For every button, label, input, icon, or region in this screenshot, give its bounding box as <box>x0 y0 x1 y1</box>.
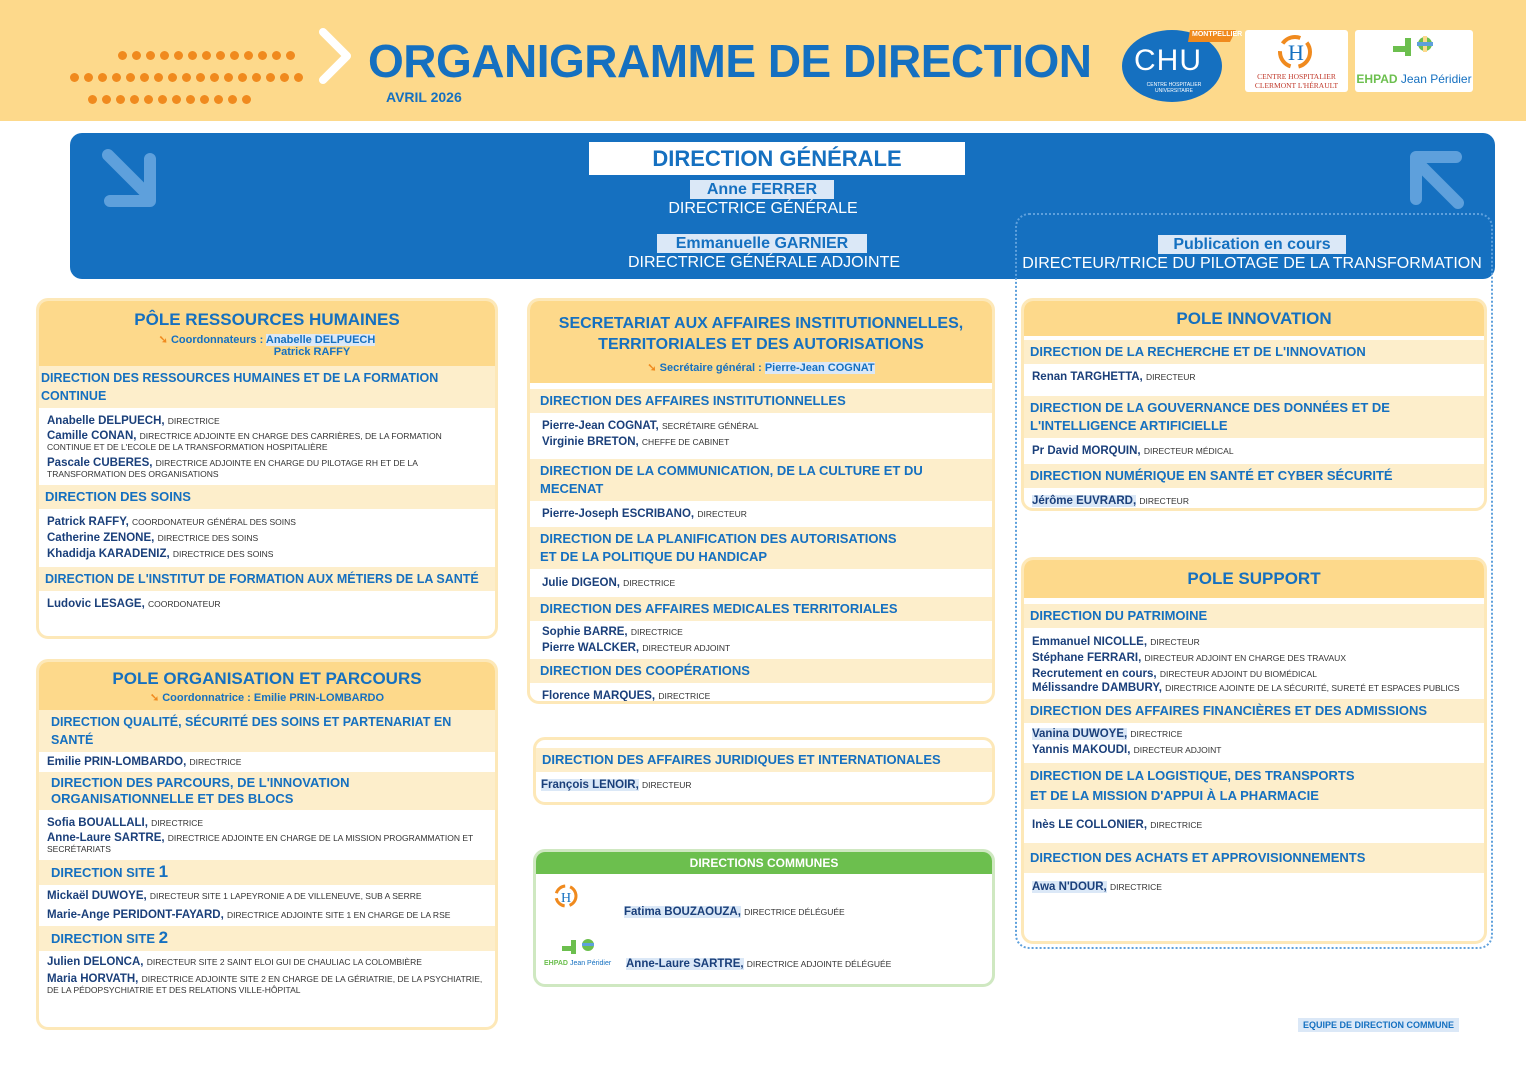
list-item <box>542 418 984 434</box>
chu-logo-top: MONTPELLIER <box>1192 31 1243 38</box>
pole-op-coord-line <box>39 691 495 704</box>
dg-p2-role: DIRECTRICE GÉNÉRALE ADJOINTE <box>627 254 901 271</box>
svg-text:H: H <box>561 891 572 906</box>
pole-innovation-panel <box>1021 298 1487 511</box>
arrow-icon: ➘ <box>158 334 168 346</box>
ehpad-logo <box>1355 30 1473 92</box>
sec-d1-heading: DIRECTION DES AFFAIRES INSTITUTIONNELLES <box>530 389 992 413</box>
list-item <box>1032 634 1476 650</box>
list-item <box>541 777 984 793</box>
person-name: Jérôme EUVRARD, <box>1032 495 1137 507</box>
person-title: DIRECTEUR <box>641 780 692 790</box>
sec-sg-line <box>530 361 992 374</box>
sup-d3-line1: DIRECTION DE LA LOGISTIQUE, DES TRANSPORTS <box>1030 768 1355 783</box>
sec-d1-people <box>530 413 992 455</box>
list-item <box>1032 443 1476 459</box>
person-title: DIRECTRICE ADJOINTE EN CHARGE DU PILOTAGE RH ET DE LA TRANSFORMATION DES ORGANISATIONS <box>47 458 418 479</box>
pole-rh-coord-label: Coordonnateurs : <box>170 334 264 346</box>
person-name: Mickaël DUWOYE, <box>47 890 147 902</box>
person-name: Fatima BOUZAOUZA, <box>624 906 741 918</box>
list-item <box>47 754 487 770</box>
person-title: DIRECTRICE ADJOINTE SITE 2 EN CHARGE DE LA GÉRIATRIE, DE LA PSYCHIATRIE, DE LA PÉDOPSYCHIATRIE ET DES RELATIONS VILLE-HÔPITAL <box>47 974 483 995</box>
ch-clermont-small-logo <box>546 882 616 922</box>
ch-clermont-logo <box>1245 30 1348 92</box>
person-name: Florence MARQUES, <box>542 690 656 702</box>
person-name: Yannis MAKOUDI, <box>1032 744 1131 756</box>
inno-d2-people <box>1024 438 1484 464</box>
person-name: Pierre-Jean COGNAT, <box>542 420 659 432</box>
pole-organisation-panel <box>36 659 498 1030</box>
sec-d2-heading: DIRECTION DE LA COMMUNICATION, DE LA CULTURE ET DU MECENAT <box>530 459 992 501</box>
arrow-down-right-icon <box>100 147 164 215</box>
sec-d4-heading: DIRECTION DES AFFAIRES MEDICALES TERRITORIALES <box>530 597 992 621</box>
inno-d1-heading: DIRECTION DE LA RECHERCHE ET DE L'INNOVATION <box>1024 340 1484 364</box>
jur-people <box>536 772 992 798</box>
pole-op-header <box>39 662 495 710</box>
inno-d1-people <box>1024 364 1484 390</box>
ehpad-logo-b: Jean Péridier <box>1400 72 1472 86</box>
chu-logo <box>1120 24 1243 104</box>
page-date: AVRIL 2026 <box>386 89 462 105</box>
person-name: Mélissandre DAMBURY, <box>1032 682 1162 694</box>
svg-text:H: H <box>1288 40 1304 65</box>
person-name: Pr David MORQUIN, <box>1032 445 1141 457</box>
sec-d5-people <box>530 683 992 704</box>
ehpad-small-b: Jean Péridier <box>569 960 612 967</box>
person-name: Emilie PRIN-LOMBARDO, <box>47 756 187 768</box>
ehpad-small-logo <box>560 936 600 960</box>
person-title: DIRECTEUR <box>1150 637 1200 647</box>
op-d1-people <box>39 752 495 772</box>
sec-d3-line1: DIRECTION DE LA PLANIFICATION DES AUTORISATIONS <box>540 531 897 546</box>
list-item <box>47 413 487 429</box>
person-title: CHEFFE DE CABINET <box>641 437 730 447</box>
person-title: COORDONATEUR GÉNÉRAL DES SOINS <box>132 517 296 527</box>
list-item <box>47 974 487 996</box>
person-title: DIRECTEUR <box>697 509 747 519</box>
person-name: Anne-Laure SARTRE, <box>47 832 165 844</box>
list-item <box>47 546 487 562</box>
arrow-icon: ➘ <box>149 692 160 704</box>
sec-d2-people <box>530 501 992 527</box>
person-name: Sofia BOUALLALI, <box>47 817 148 829</box>
op-d2-people <box>39 810 495 860</box>
list-item <box>47 907 487 923</box>
list-item <box>47 530 487 546</box>
person-name: Stéphane FERRARI, <box>1032 652 1142 664</box>
sup-d1-people <box>1024 628 1484 699</box>
list-item <box>1032 666 1476 682</box>
list-item <box>47 514 487 530</box>
sec-d3-people <box>530 569 992 597</box>
person-title: DIRECTEUR <box>1139 496 1189 506</box>
sec-title-2: TERRITORIALES ET DES AUTORISATIONS <box>598 336 924 353</box>
arrow-icon: ➘ <box>647 362 657 374</box>
person-title: DIRECTRICE AJOINTE DE LA SÉCURITÉ, SURETÉ ET ESPACES PUBLICS <box>1165 683 1460 693</box>
list-item <box>542 624 984 640</box>
person-title: DIRECTEUR <box>1145 372 1196 382</box>
ch-logo-line2: CLERMONT L'HÉRAULT <box>1254 81 1339 90</box>
jur-heading: DIRECTION DES AFFAIRES JURIDIQUES ET INTERNATIONALES <box>536 748 992 772</box>
list-item <box>1032 682 1476 694</box>
secretariat-panel <box>527 298 995 704</box>
person-title: DIRECTRICE ADJOINTE SITE 1 EN CHARGE DE LA RSE <box>227 910 451 920</box>
person-name: Vanina DUWOYE, <box>1032 728 1128 740</box>
person-name: Emmanuel NICOLLE, <box>1032 636 1148 648</box>
op-d4-num: 2 <box>158 928 169 947</box>
ehpad-small-a: EHPAD <box>544 960 568 967</box>
juridique-panel <box>533 737 995 805</box>
ehpad-logo-a: EHPAD <box>1356 72 1398 86</box>
op-d3-num: 1 <box>158 862 169 881</box>
pole-rh-header <box>39 301 495 366</box>
person-title: DIRECTEUR ADJOINT EN CHARGE DES TRAVAUX <box>1144 653 1346 663</box>
directions-communes-panel <box>533 849 995 987</box>
person-title: DIRECTRICE ADJOINTE EN CHARGE DES CARRIÈRES, DE LA FORMATION CONTINUE ET DE L'ECOLE DE LA TRANSFORMATION HOSPITALIÈRE <box>47 431 442 452</box>
pole-op-title: POLE ORGANISATION ET PARCOURS <box>112 669 422 688</box>
person-name: Anne-Laure SARTRE, <box>626 958 744 970</box>
person-name: Awa N'DOUR, <box>1032 881 1107 893</box>
decor-dots-row-1 <box>118 51 295 60</box>
list-item <box>1032 817 1476 833</box>
person-name: Khadidja KARADENIZ, <box>47 548 170 560</box>
person-name: Julien DELONCA, <box>47 956 144 968</box>
pole-rh-coord1: Anabelle DELPUECH <box>265 334 376 346</box>
sup-d3-people <box>1024 809 1484 843</box>
person-title: DIRECTRICE <box>658 691 711 701</box>
person-name: Camille CONAN, <box>47 430 137 442</box>
person-name: Julie DIGEON, <box>542 577 620 589</box>
person-name: Anabelle DELPUECH, <box>47 415 165 427</box>
person-title: DIRECTRICE <box>189 757 242 767</box>
list-item <box>47 431 487 453</box>
person-title: DIRECTRICE <box>630 627 683 637</box>
list-item <box>542 575 984 591</box>
op-d4-people <box>39 951 495 1001</box>
person-title: DIRECTRICE DES SOINS <box>157 533 259 543</box>
list-item <box>47 833 487 855</box>
sup-d1-heading: DIRECTION DU PATRIMOINE <box>1024 604 1484 628</box>
person-title: DIRECTRICE <box>1130 729 1183 739</box>
common-p2 <box>618 956 899 972</box>
sec-header <box>530 301 992 383</box>
pole-op-coord: Coordonnatrice : Emilie PRIN-LOMBARDO <box>162 692 385 704</box>
person-name: Patrick RAFFY, <box>47 516 129 528</box>
list-item <box>542 434 984 450</box>
ehpad-logo-text <box>1355 72 1473 86</box>
ehpad-small-logo-text <box>544 960 611 967</box>
list-item <box>1032 493 1476 509</box>
rh-d3-heading: DIRECTION DE L'INSTITUT DE FORMATION AUX MÉTIERS DE LA SANTÉ <box>39 567 495 591</box>
pole-rh-coords <box>39 333 495 358</box>
person-name: Virginie BRETON, <box>542 436 639 448</box>
dg-title: DIRECTION GÉNÉRALE <box>589 142 965 175</box>
sup-d2-heading: DIRECTION DES AFFAIRES FINANCIÈRES ET DES ADMISSIONS <box>1024 699 1484 723</box>
person-title: DIRECTRICE <box>151 818 204 828</box>
arrow-right-icon <box>318 28 352 84</box>
person-title: DIRECTRICE ADJOINTE DÉLÉGUÉE <box>746 959 892 969</box>
sec-title-1: SECRETARIAT AUX AFFAIRES INSTITUTIONNELLES, <box>558 315 964 332</box>
rh-d2-heading: DIRECTION DES SOINS <box>39 485 495 509</box>
rh-d3-people <box>39 591 495 617</box>
dg-p1-role: DIRECTRICE GÉNÉRALE <box>668 200 858 217</box>
sec-d3-heading <box>530 527 992 569</box>
person-title: DIRECTEUR ADJOINT <box>1133 745 1222 755</box>
list-item <box>47 596 487 612</box>
person-name: Pascale CUBERES, <box>47 457 153 469</box>
list-item <box>47 458 487 480</box>
chu-logo-main: CHU <box>1134 44 1202 77</box>
person-title: DIRECTEUR SITE 2 SAINT ELOI GUI DE CHAULIAC LA COLOMBIÈRE <box>146 957 422 967</box>
sec-d3-line2: ET DE LA POLITIQUE DU HANDICAP <box>540 549 768 564</box>
common-title: DIRECTIONS COMMUNES <box>536 852 992 874</box>
list-item <box>1032 742 1476 758</box>
person-title: DIRECTRICE DÉLÉGUÉE <box>744 907 845 917</box>
op-d3-people <box>39 885 495 926</box>
person-title: COORDONATEUR <box>147 599 221 609</box>
rh-d1-heading: DIRECTION DES RESSOURCES HUMAINES ET DE LA FORMATION CONTINUE <box>39 366 495 408</box>
page-title: ORGANIGRAMME DE DIRECTION <box>368 35 1092 87</box>
person-name: Recrutement en cours, <box>1032 668 1157 680</box>
sec-d4-people <box>530 621 992 659</box>
rh-d1-people <box>39 408 495 485</box>
header-banner <box>0 0 1526 121</box>
person-name: Renan TARGHETTA, <box>1032 371 1143 383</box>
person-name: Sophie BARRE, <box>542 626 628 638</box>
chu-logo-sub: CENTRE HOSPITALIER UNIVERSITAIRE <box>1146 82 1202 94</box>
person-name: François LENOIR, <box>541 779 639 791</box>
person-name: Maria HORVATH, <box>47 973 139 985</box>
list-item <box>542 640 984 656</box>
person-title: SECRÉTAIRE GÉNÉRAL <box>661 421 759 431</box>
sup-d2-people <box>1024 723 1484 763</box>
dg-p3-role: DIRECTEUR/TRICE DU PILOTAGE DE LA TRANSFORMATION <box>1022 255 1482 272</box>
person-title: DIRECTEUR ADJOINT <box>642 643 731 653</box>
person-title: DIRECTRICE <box>1150 820 1203 830</box>
person-name: Pierre WALCKER, <box>542 642 640 654</box>
sup-header: POLE SUPPORT <box>1024 560 1484 598</box>
inno-d3-heading: DIRECTION NUMÉRIQUE EN SANTÉ ET CYBER SÉCURITÉ <box>1024 464 1484 488</box>
pole-rh-coord2: Patrick RAFFY <box>273 346 351 358</box>
list-item <box>47 888 487 904</box>
person-title: DIRECTRICE <box>1109 882 1162 892</box>
person-title: DIRECTEUR ADJOINT DU BIOMÉDICAL <box>1159 669 1317 679</box>
op-d3-heading <box>39 860 495 885</box>
legend-equipe-commune: EQUIPE DE DIRECTION COMMUNE <box>1298 1018 1459 1032</box>
op-d3-label: DIRECTION SITE <box>51 865 156 880</box>
op-d4-label: DIRECTION SITE <box>51 931 156 946</box>
rh-d2-people <box>39 509 495 567</box>
op-d4-heading <box>39 926 495 951</box>
pole-rh-title: PÔLE RESSOURCES HUMAINES <box>134 310 400 329</box>
person-name: Catherine ZENONE, <box>47 532 155 544</box>
list-item <box>47 815 487 831</box>
inno-d2-heading: DIRECTION DE LA GOUVERNANCE DES DONNÉES ET DE L'INTELLIGENCE ARTIFICIELLE <box>1024 396 1484 438</box>
pole-rh-panel <box>36 298 498 639</box>
inno-d3-people <box>1024 488 1484 511</box>
sec-d5-heading: DIRECTION DES COOPÉRATIONS <box>530 659 992 683</box>
sup-d3-line2: ET DE LA MISSION D'APPUI À LA PHARMACIE <box>1030 788 1319 803</box>
inno-header: POLE INNOVATION <box>1024 301 1484 336</box>
ch-logo-line1: CENTRE HOSPITALIER <box>1257 72 1336 81</box>
sec-sg-label: Secrétaire général : <box>659 362 762 374</box>
person-title: DIRECTEUR SITE 1 LAPEYRONIE A DE VILLENEUVE, SUB A SERRE <box>149 891 422 901</box>
list-item <box>1032 369 1476 385</box>
op-d2-heading: DIRECTION DES PARCOURS, DE L'INNOVATION ORGANISATIONNELLE ET DES BLOCS <box>39 772 495 810</box>
list-item <box>542 688 984 704</box>
common-p1 <box>616 904 853 920</box>
person-title: DIRECTRICE ADJOINTE EN CHARGE DE LA MISSION PROGRAMMATION ET SECRÉTARIATS <box>47 833 474 854</box>
person-name: Ludovic LESAGE, <box>47 598 145 610</box>
list-item <box>1032 650 1476 666</box>
arrow-up-left-icon <box>1402 143 1466 211</box>
list-item <box>1032 879 1476 895</box>
sec-sg-name: Pierre-Jean COGNAT <box>764 362 875 374</box>
person-title: DIRECTRICE DES SOINS <box>172 549 274 559</box>
person-title: DIRECTEUR MÉDICAL <box>1143 446 1234 456</box>
sup-d4-people <box>1024 873 1484 900</box>
person-name: Marie-Ange PERIDONT-FAYARD, <box>47 909 224 921</box>
dg-p2-name: Emmanuelle GARNIER <box>657 234 867 253</box>
sup-d4-heading: DIRECTION DES ACHATS ET APPROVISIONNEMENTS <box>1024 843 1484 873</box>
person-name: Pierre-Joseph ESCRIBANO, <box>542 508 695 520</box>
list-item <box>47 954 487 970</box>
op-d1-heading: DIRECTION QUALITÉ, SÉCURITÉ DES SOINS ET PARTENARIAT EN SANTÉ <box>39 710 495 752</box>
sup-d3-heading <box>1024 763 1484 809</box>
list-item <box>1032 726 1476 742</box>
pole-support-panel <box>1021 557 1487 944</box>
person-title: DIRECTRICE <box>167 416 220 426</box>
decor-dots-row-3 <box>88 95 251 104</box>
list-item <box>542 506 984 522</box>
person-name: Inès LE COLLONIER, <box>1032 819 1148 831</box>
person-title: DIRECTRICE <box>623 578 676 588</box>
decor-dots-row-2 <box>70 73 303 82</box>
dg-p1-name: Anne FERRER <box>690 180 834 199</box>
dg-p3-name: Publication en cours <box>1158 235 1346 254</box>
